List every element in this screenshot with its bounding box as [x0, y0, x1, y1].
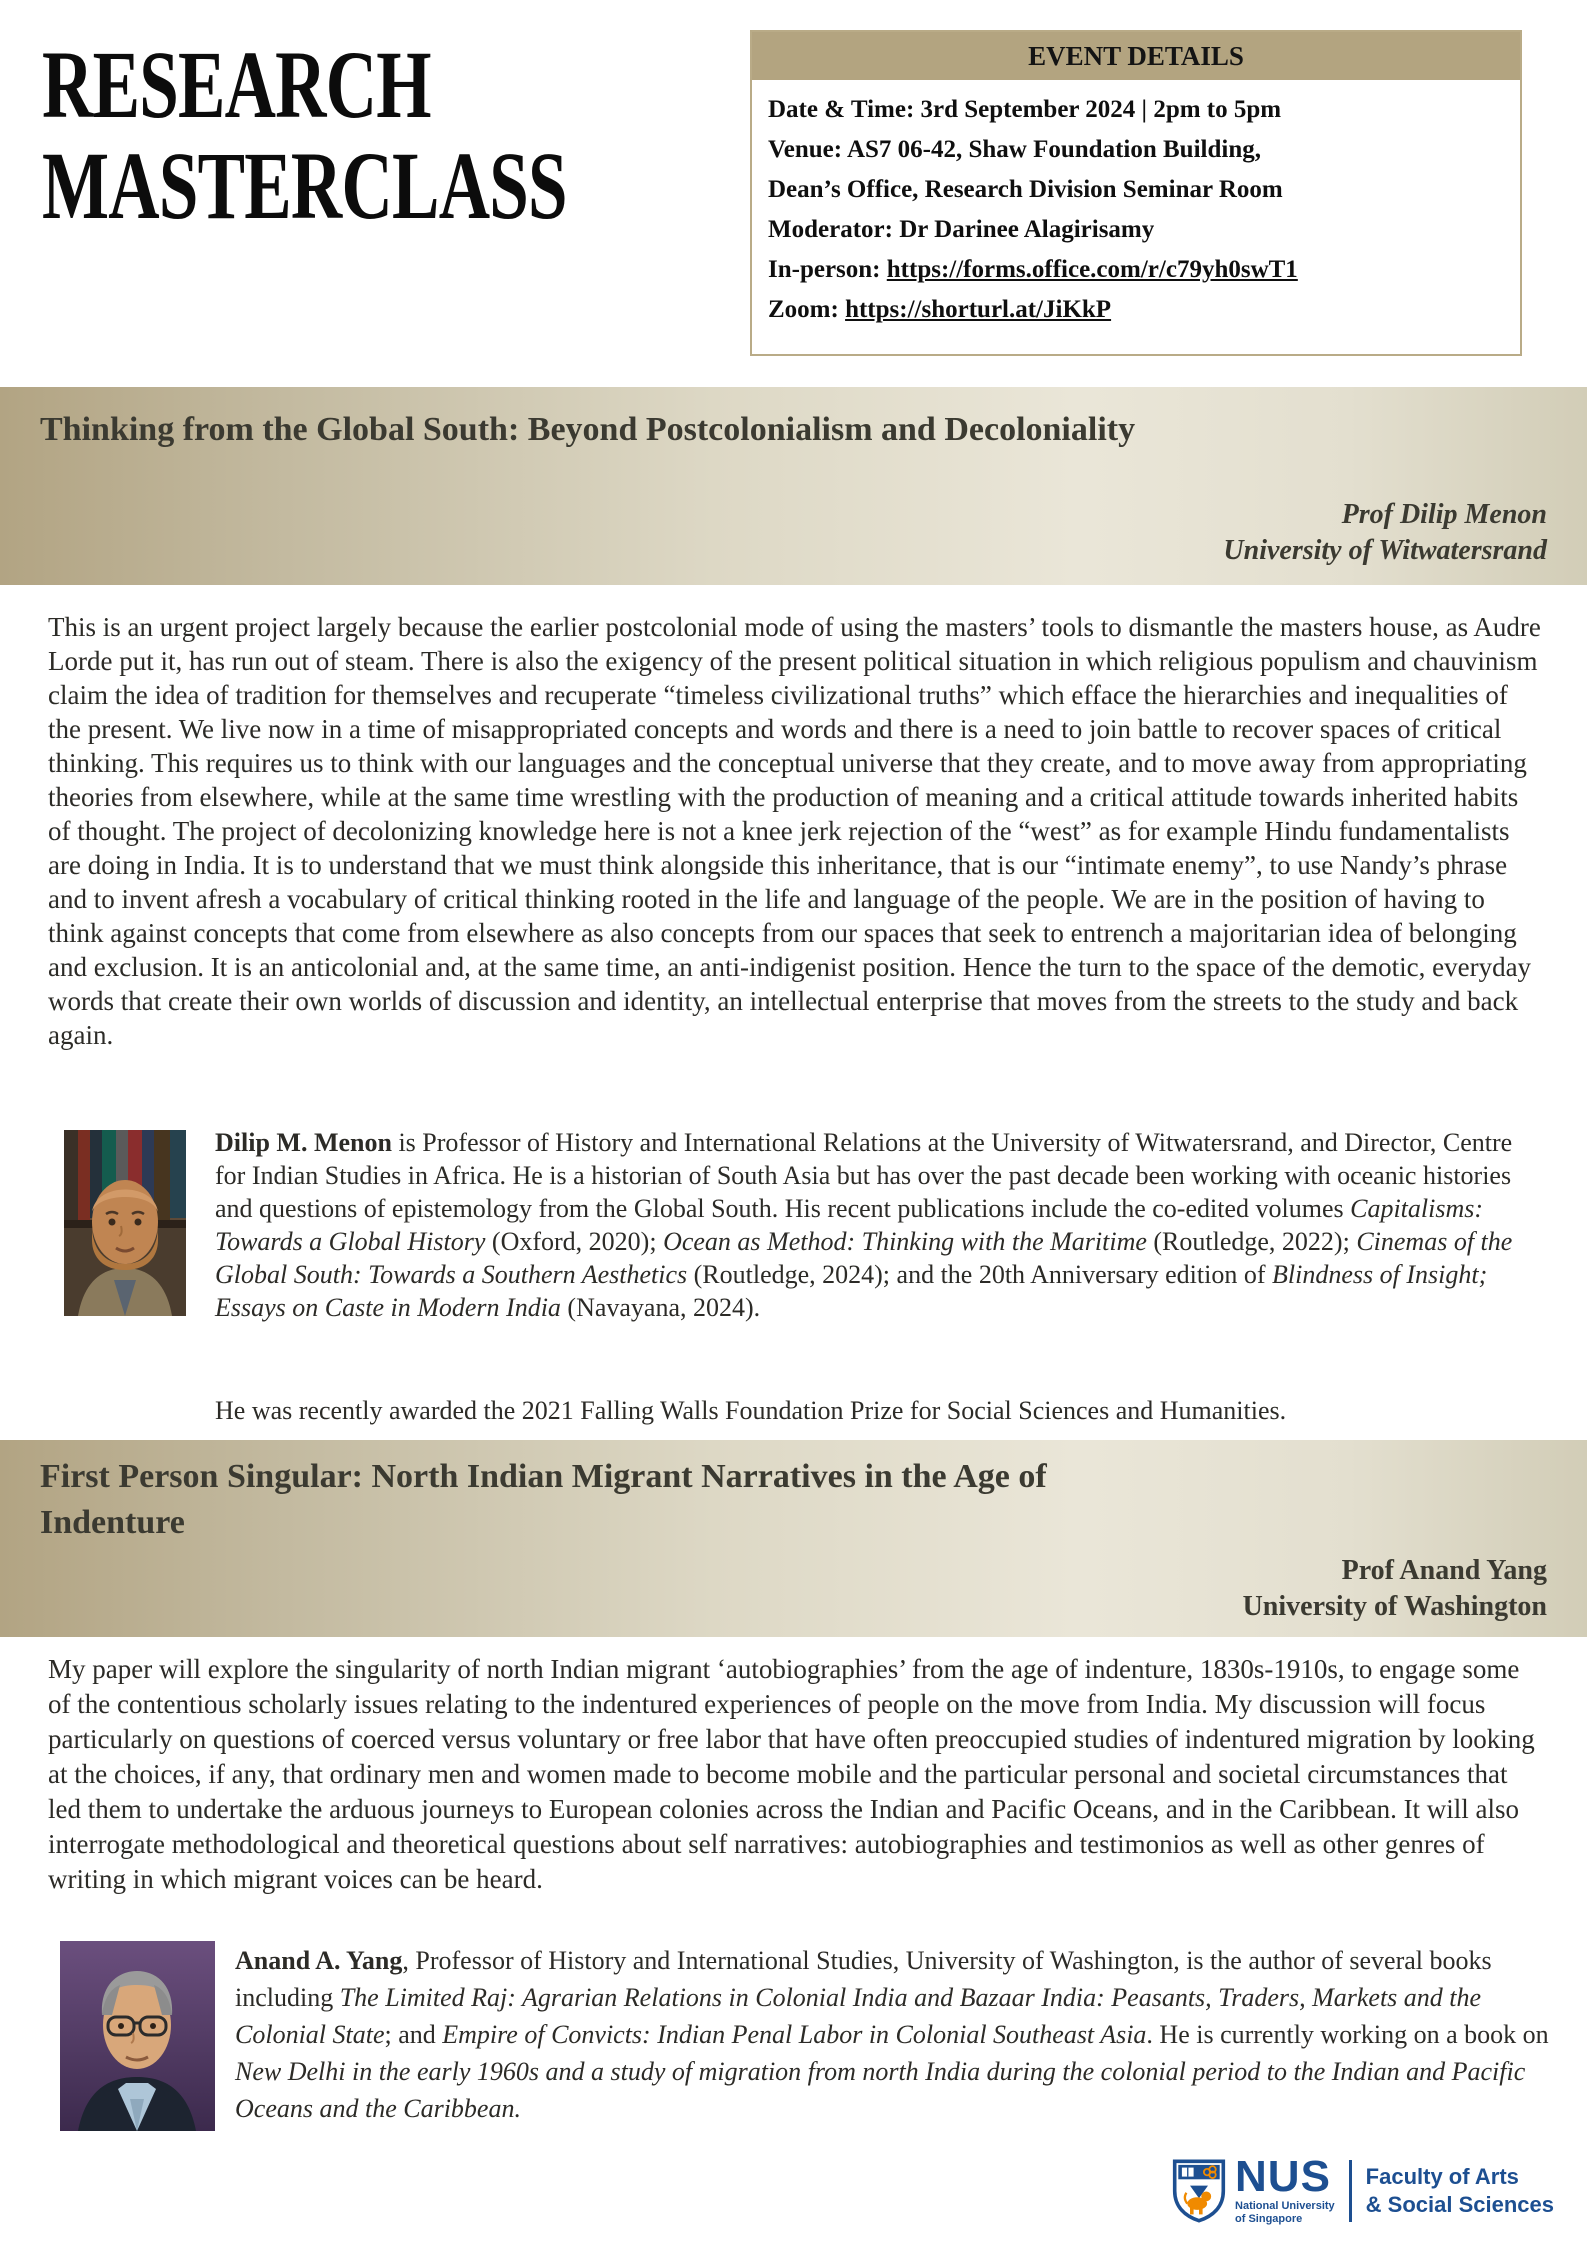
- dilip-menon-photo: [64, 1130, 186, 1316]
- event-details-body: [752, 80, 1520, 330]
- nus-faculty-name: Faculty of Arts & Social Sciences: [1365, 2164, 1554, 2217]
- session1-award: He was recently awarded the 2021 Falling Walls Foundation Prize for Social Sciences and Humanities.: [215, 1396, 1287, 1425]
- session2-bio: Anand A. Yang, Professor of History and International Studies, University of Washington, is the author of several books including The Limited Raj: Agrarian Relations in Colonial India and Bazaar India: Peasants, Traders, Markets and the Colonial State; and Empire of Convicts: Indian Penal Labor in Colonial Southeast Asia. He is currently working on a book on New Delhi in the early 1960s and a study of migration from north India during the colonial period to the Indian and Pacific Oceans and the Caribbean.: [235, 1946, 1549, 2123]
- session2-banner: [0, 1440, 1587, 1637]
- dilip-menon-photo-image: [64, 1130, 186, 1316]
- event-venue-line2: Dean’s Office, Research Division Seminar Room: [768, 176, 1283, 203]
- page-title: RESEARCH MASTERCLASS: [42, 31, 567, 239]
- event-inperson-row: [768, 250, 1504, 290]
- nus-logo: [1172, 2152, 1554, 2226]
- event-venue-line1: Venue: AS7 06-42, Shaw Foundation Building,: [768, 136, 1261, 163]
- event-date-time: Date & Time: 3rd September 2024 | 2pm to 5pm: [768, 96, 1282, 123]
- session2-title: First Person Singular: North Indian Migrant Narratives in the Age of Indenture: [40, 1458, 1047, 1541]
- session1-title: Thinking from the Global South: Beyond Postcolonialism and Decoloniality: [40, 411, 1136, 448]
- nus-wordmark: [1235, 2152, 1335, 2226]
- zoom-label: Zoom:: [768, 296, 846, 323]
- session1-abstract: This is an urgent project largely because the earlier postcolonial mode of using the masters’ tools to dismantle the masters house, as Audre Lorde put it, has run out of steam. There is also the exigency of the present political situation in which religious populism and chauvinism claim the idea of tradition for themselves and recuperate “timeless civilizational truths” which efface the hierarchies and inequalities of the present. We live now in a time of misappropriated concepts and words and there is a need to join battle to recover spaces of critical thinking. This requires us to think with our languages and the conceptual universe that they create, and to move away from appropriating theories from elsewhere, while at the same time wrestling with the production of meaning and a critical attitude towards inherited habits of thought. The project of decolonizing knowledge here is not a knee jerk rejection of the “west” as for example Hindu fundamentalists are doing in India. It is to understand that we must think alongside this inheritance, that is our “intimate enemy”, to use Nandy’s phrase and to invent afresh a vocabulary of critical thinking rooted in the life and language of the people. We are in the position of having to think against concepts that come from elsewhere as also concepts from our spaces that seek to entrench a majoritarian idea of belonging and exclusion. It is an anticolonial and, at the same time, an anti-indigenist position. Hence the turn to the space of the demotic, everyday words that create their own worlds of discussion and identity, an intellectual enterprise that moves from the streets to the study and back again.: [48, 612, 1541, 1050]
- session1-bio: Dilip M. Menon is Professor of History and International Relations at the University of Witwatersrand, and Director, Centre for Indian Studies in Africa. He is a historian of South Asia but has over the past decade been working with oceanic histories and questions of epistemology from the Global South. His recent publications include the co-edited volumes Capitalisms: Towards a Global History (Oxford, 2020); Ocean as Method: Thinking with the Maritime (Routledge, 2022); Cinemas of the Global South: Towards a Southern Aesthetics (Routledge, 2024); and the 20th Anniversary edition of Blindness of Insight; Essays on Caste in Modern India (Navayana, 2024).: [215, 1128, 1513, 1322]
- inperson-registration-link[interactable]: https://forms.office.com/r/c79yh0swT1: [886, 256, 1298, 283]
- event-details-box: [750, 30, 1522, 356]
- session1-speaker: Prof Dilip Menon University of Witwatersrand: [1223, 499, 1547, 566]
- nus-logo-divider: [1349, 2160, 1352, 2222]
- nus-subtitle-line1: National University: [1235, 2200, 1335, 2212]
- nus-crest-icon: [1172, 2158, 1226, 2224]
- nus-subtitle-line2: of Singapore: [1235, 2213, 1303, 2225]
- zoom-link[interactable]: https://shorturl.at/JiKkP: [845, 296, 1112, 323]
- inperson-label: In-person:: [768, 256, 887, 283]
- session2-abstract: My paper will explore the singularity of north Indian migrant ‘autobiographies’ from the age of indenture, 1830s-1910s, to engage some of the contentious scholarly issues relating to the indentured experiences of people on the move from India. My discussion will focus particularly on questions of coerced versus voluntary or free labor that have often preoccupied studies of indentured migration by looking at the choices, if any, that ordinary men and women made to become mobile and the particular personal and societal circumstances that led them to undertake the arduous journeys to European colonies across the Indian and Pacific Oceans, and in the Caribbean. It will also interrogate methodological and theoretical questions about self narratives: autobiographies and testimonios as well as other genres of writing in which migrant voices can be heard.: [48, 1654, 1535, 1894]
- event-zoom-row: [768, 290, 1504, 330]
- anand-yang-photo: [60, 1941, 215, 2131]
- event-moderator: Moderator: Dr Darinee Alagirisamy: [768, 216, 1155, 243]
- nus-subtitle: [1235, 2200, 1335, 2226]
- session2-speaker: Prof Anand Yang University of Washington: [1242, 1555, 1547, 1622]
- nus-acronym: NUS: [1235, 2152, 1331, 2201]
- session1-banner: [0, 387, 1587, 585]
- event-details-heading: EVENT DETAILS: [752, 32, 1520, 80]
- anand-yang-photo-image: [60, 1941, 215, 2131]
